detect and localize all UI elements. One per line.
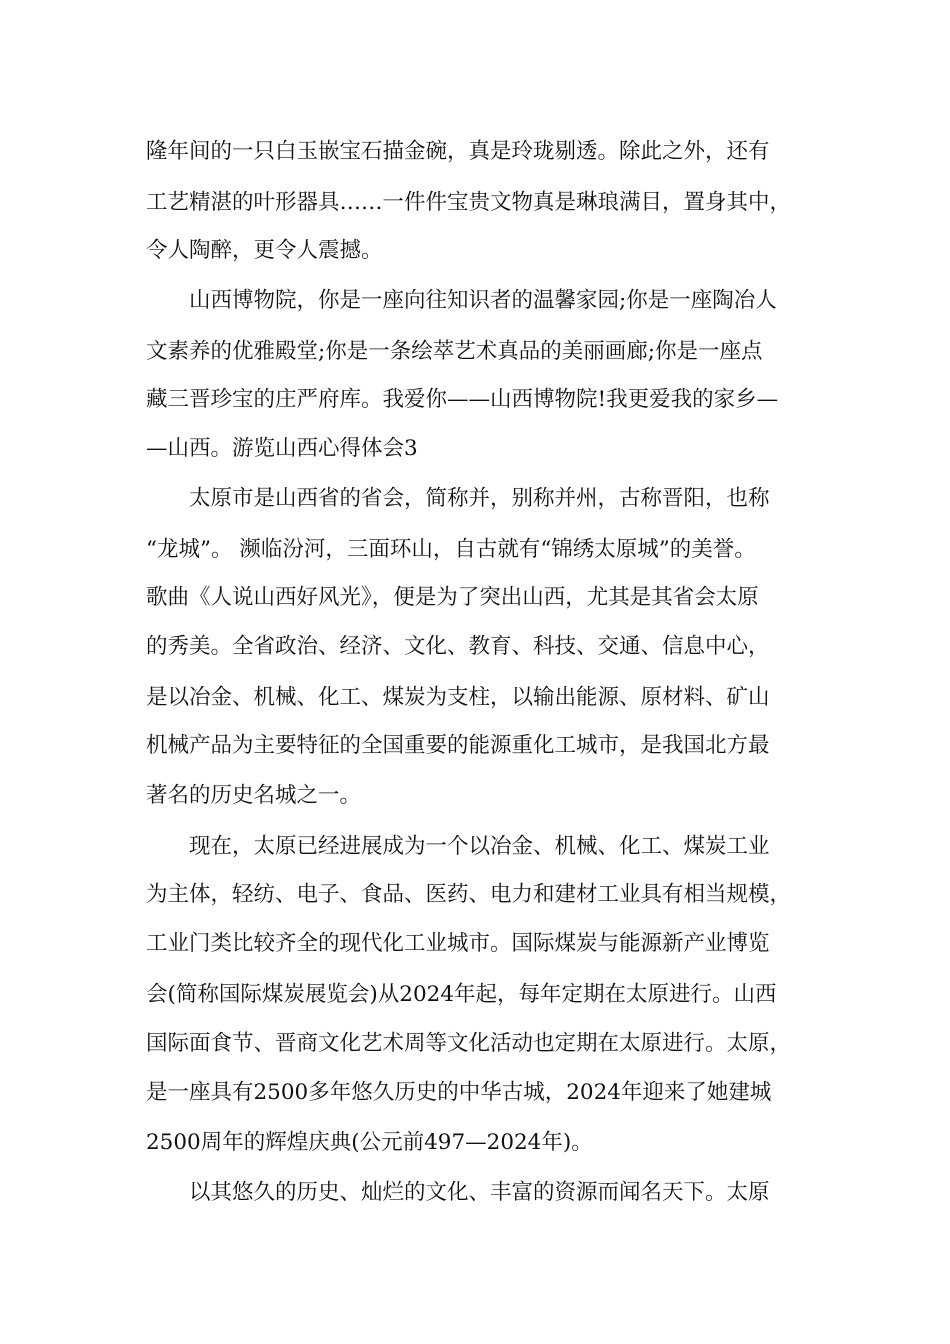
text-line: 令人陶醉，更令人震撼。 [146,238,383,263]
text-line: —山西。游览山西心得体会3 [146,436,418,461]
text-line: 机械产品为主要特征的全国重要的能源重化工城市，是我国北方最 [146,733,770,758]
text-line: “龙城”。 濒临汾河，三面环山，自古就有“锦绣太原城”的美誉。 [146,537,756,562]
text-line: 工艺精湛的叶形器具……一件件宝贵文物真是琳琅满目，置身其中， [146,190,792,215]
text-line: 为主体，轻纺、电子、食品、医药、电力和建材工业具有相当规模， [146,882,792,907]
text-line: 隆年间的一只白玉嵌宝石描金碗，真是玲珑剔透。除此之外，还有 [146,139,770,164]
text-line: 著名的历史名城之一。 [146,783,362,808]
text-line: 以其悠久的历史、灿烂的文化、丰富的资源而闻名天下。太原 [189,1180,770,1205]
text-line: 工业门类比较齐全的现代化工业城市。国际煤炭与能源新产业博览 [146,931,770,956]
text-line: 2500周年的辉煌庆典(公元前497—2024年)。 [146,1130,593,1155]
text-line: 是以冶金、机械、化工、煤炭为支柱，以输出能源、原材料、矿山 [146,685,770,710]
text-line: 是一座具有2500多年悠久历史的中华古城，2024年迎来了她建城 [146,1080,772,1105]
text-line: 太原市是山西省的省会，简称并，别称并州，古称晋阳，也称 [189,486,770,511]
text-line: 歌曲《人说山西好风光》，便是为了突出山西，尤其是其省会太原 [146,585,759,610]
text-line: 国际面食节、晋商文化艺术周等文化活动也定期在太原进行。太原， [146,1031,792,1056]
text-line: 现在，太原已经进展成为一个以冶金、机械、化工、煤炭工业 [189,834,770,859]
text-line: 文素养的优雅殿堂;你是一条绘萃艺术真品的美丽画廊;你是一座点 [146,339,763,364]
text-line: 山西博物院，你是一座向往知识者的温馨家园;你是一座陶冶人 [189,288,777,313]
text-line: 藏三晋珍宝的庄严府库。我爱你——山西博物院!我更爱我的家乡— [146,387,779,412]
text-line: 会(简称国际煤炭展览会)从2024年起，每年定期在太原进行。山西 [146,982,777,1007]
text-line: 的秀美。全省政治、经济、文化、教育、科技、交通、信息中心， [146,634,770,659]
